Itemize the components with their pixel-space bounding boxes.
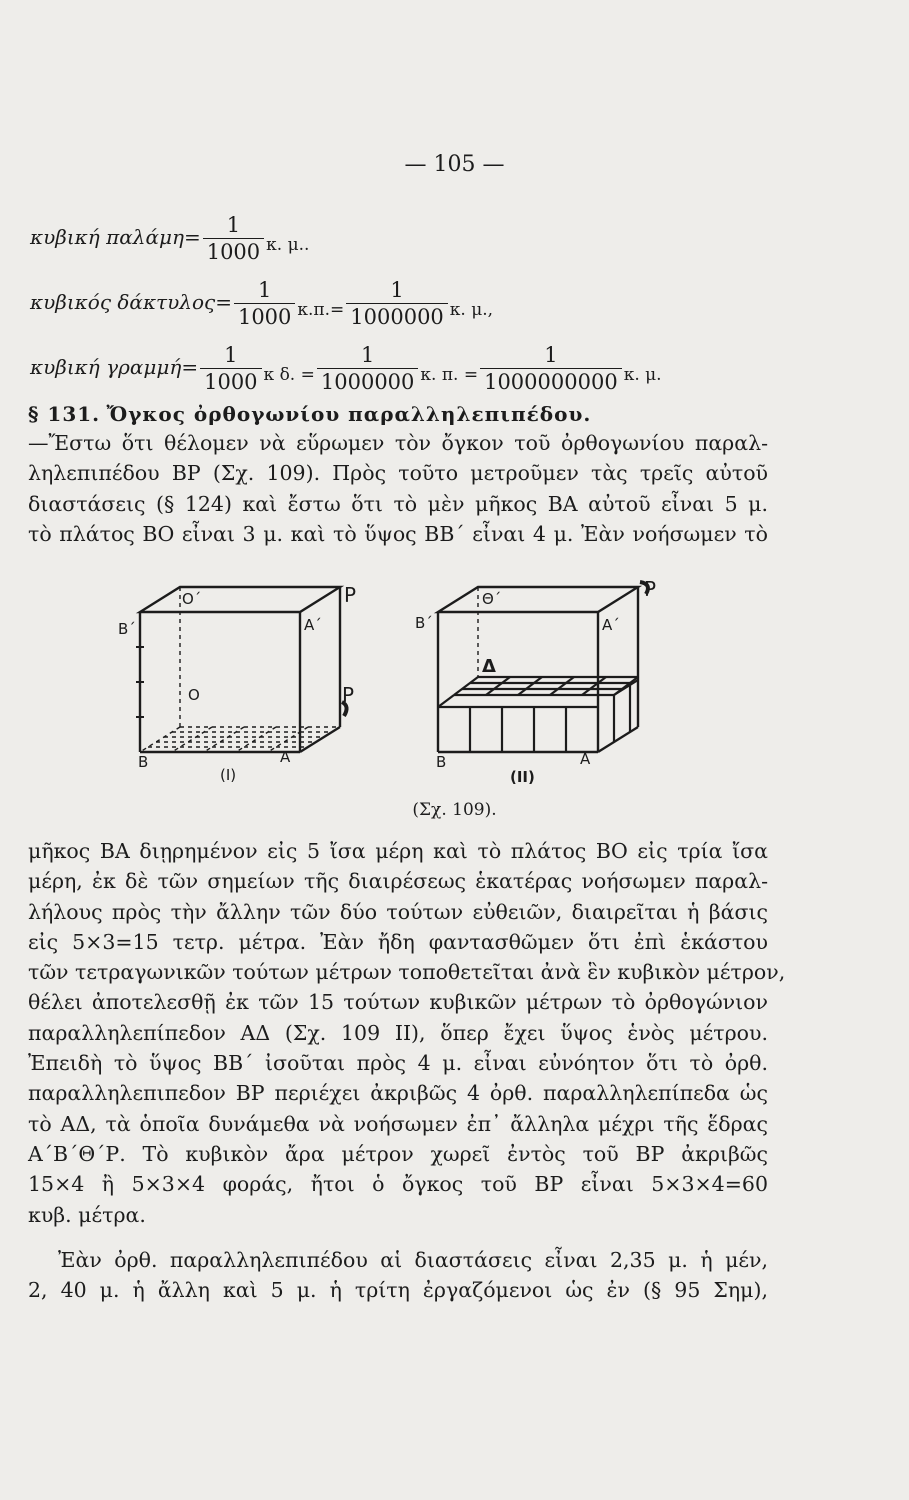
label-o: Ο (188, 686, 200, 704)
text-line: Ἐπειδὴ τὸ ὕψος ΒΒ΄ ἰσοῦται πρὸς 4 μ. εἶναι εὐνόητον ὅτι τὸ ὀρθ. (28, 1051, 768, 1076)
fraction: $\frac{1}{1000}$ (200, 342, 261, 395)
text-line: θέλει ἀποτελεσθῇ ἐκ τῶν 15 τούτων κυβικῶν μέτρων τὸ ὀρθογώνιον (28, 990, 768, 1015)
section-title: Ὄγκος ὀρθογωνίου παραλληλεπιπέδου. (106, 402, 592, 426)
fraction: $\frac{1}{1000}$ (234, 277, 295, 330)
label-delta: Δ (482, 656, 496, 677)
label-roman-1: (I) (220, 766, 237, 784)
unit-label: κυβική παλάμη= (30, 225, 201, 249)
fraction: $\frac{1}{1000000000}$ (480, 342, 622, 395)
section-heading (28, 402, 888, 426)
text-line: λήλους πρὸς τὴν ἄλλην τῶν δύο τούτων εὐθειῶν, διαιρεῖται ἡ βάσις (28, 899, 768, 924)
label-b: Β (138, 753, 149, 771)
text-line: 2, 40 μ. ἡ ἄλλη καὶ 5 μ. ἡ τρίτη ἐργαζόμενοι ὡς ἐν (§ 95 Σημ), (28, 1278, 768, 1303)
label-p2: Ρ (342, 683, 355, 707)
label-a-right: Α (580, 750, 591, 768)
right-unit-layer (438, 677, 638, 752)
figure-caption: (Σχ. 109). (412, 800, 497, 820)
label-roman-2: (II) (510, 768, 535, 786)
fraction: $\frac{1}{1000}$ (203, 212, 264, 265)
figure-109 (110, 572, 670, 792)
left-edge-ap (300, 727, 340, 752)
unit-cubic-line: κυβική γραμμή= $\frac{1}{1000}$ $_{\kappa \delta. =}$ $\frac{1}{1000000}$ $_{\kappa. \pi. =}$ $\frac{1}{1000000000}$ $_{\kappa. \mu.}$ (30, 343, 662, 394)
text-line: κυβ. μέτρα. (28, 1202, 146, 1227)
text-line: παραλληλεπιπεδον ΒΡ περιέχει ἀκριβῶς 4 ὀρθ. παραλληλεπίπεδα ὡς (28, 1081, 768, 1106)
text-line: μῆκος ΒΑ διῃρημένον εἰς 5 ἴσα μέρη καὶ τὸ πλάτος ΒΟ εἰς τρία ἴσα (28, 839, 768, 863)
paragraph-3 (28, 1245, 768, 1306)
text-line: τῶν τετραγωνικῶν τούτων μέτρων τοποθετεῖται ἀνὰ ἓν κυβικὸν μέτρον, (28, 960, 786, 985)
paragraph-2 (28, 836, 786, 1230)
left-top-face (140, 587, 340, 612)
fraction: $\frac{1}{1000000}$ (346, 277, 448, 330)
label-p-right: Ρ (644, 577, 657, 601)
label-p: Ρ (344, 583, 357, 607)
text-line: —Ἔστω ὅτι θέλομεν νὰ εὕρωμεν τὸν ὄγκον τοῦ ὀρθογωνίου παραλ- (28, 431, 768, 455)
page-number: — 105 — (404, 152, 505, 177)
right-box (438, 587, 638, 752)
fraction: $\frac{1}{1000000}$ (317, 342, 419, 395)
right-top-face (438, 587, 638, 612)
unit-cubic-finger: κυβικός δάκτυλος= $\frac{1}{1000}$ $_{\kappa.\pi.=}$ $\frac{1}{1000000}$ $_{\kappa. \mu.,}$ (30, 278, 494, 329)
label-a-prime: Α΄ (304, 616, 322, 634)
label-o-prime: Ο΄ (182, 590, 202, 608)
text-line: παραλληλεπίπεδον ΑΔ (Σχ. 109 ΙΙ), ὅπερ ἔχει ὕψος ἑνὸς μέτρου. (28, 1020, 768, 1045)
section-number: § 131. (28, 402, 101, 426)
text-line: μέρη, ἐκ δὲ τῶν σημείων τῆς διαιρέσεως ἑκατέρας νοήσωμεν παραλ- (28, 869, 768, 894)
text-line: τὸ πλάτος ΒΟ εἶναι 3 μ. καὶ τὸ ὕψος ΒΒ΄ εἶναι 4 μ. Ἐὰν νοήσωμεν τὸ (28, 521, 768, 546)
label-b-prime-right: Β΄ (415, 614, 433, 632)
text-line: τὸ ΑΔ, τὰ ὁποῖα δυνάμεθα νὰ νοήσωμεν ἐπ᾿ ἄλληλα μέχρι τῆς ἕδρας (28, 1111, 768, 1136)
paragraph-1 (28, 428, 768, 549)
text-line: ληλεπιπέδου ΒΡ (Σχ. 109). Πρὸς τοῦτο μετροῦμεν τὰς τρεῖς αὐτοῦ (28, 461, 768, 486)
label-b-prime: Β΄ (118, 620, 136, 638)
unit-cubic-palm: κυβική παλάμη= $\frac{1}{1000}$ $_{\kappa. \mu..}$ (30, 213, 310, 264)
text-line: διαστάσεις (§ 124) καὶ ἔστω ὅτι τὸ μὲν μῆκος ΒΑ αὐτοῦ εἶναι 5 μ. (28, 491, 768, 516)
label-a-prime-right: Α΄ (602, 616, 620, 634)
text-line: Ἐὰν ὀρθ. παραλληλεπιπέδου αἱ διαστάσεις εἶναι 2,35 μ. ἡ μέν, (58, 1248, 768, 1272)
unit-label: κυβικός δάκτυλος= (30, 290, 232, 314)
text-line: Α΄Β΄Θ΄Ρ. Τὸ κυβικὸν ἄρα μέτρον χωρεῖ ἐντὸς τοῦ ΒΡ ἀκριβῶς (28, 1141, 768, 1166)
label-a: Α (280, 748, 291, 766)
text-line: 15×4 ἢ 5×3×4 φοράς, ἤτοι ὁ ὄγκος τοῦ ΒΡ εἶναι 5×3×4=60 (28, 1172, 768, 1197)
label-theta-prime: Θ΄ (482, 590, 502, 608)
unit-label: κυβική γραμμή= (30, 355, 199, 379)
label-b-right: Β (436, 753, 447, 771)
text-line: εἰς 5×3=15 τετρ. μέτρα. Ἐὰν ἤδη φαντασθῶμεν ὅτι ἐπὶ ἑκάστου (28, 929, 768, 954)
